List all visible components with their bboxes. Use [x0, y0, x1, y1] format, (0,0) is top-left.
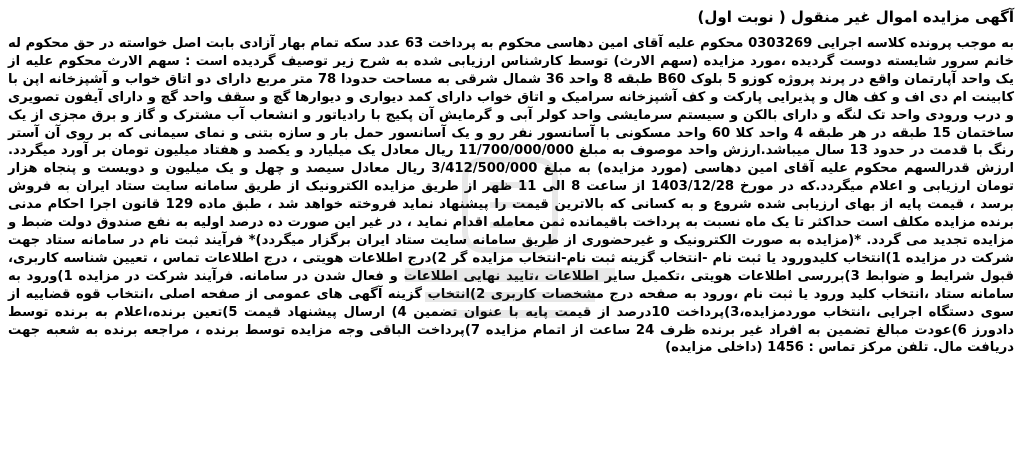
notice-body: به موجب پرونده کلاسه اجرایی 0303269 محکوم علیه آقای امین دهاسی محکوم به پرداخت 63 عدد سکه تمام بهار آزادی بابت اصل خواسته در حق محکوم له خانم سرور شایسته دوست گردیده ،مورد مزایده (سهم الارث) توسط کارشناس ارزیابی شده به شرح زیر توصیف گردیده است : سهم الارث محکوم علیه از یک واحد آپارتمان واقع در پرند پروژه کوزو 5 بلوک B60 طبقه 8 واحد 36 شمال شرقی به مساحت حدودا 78 متر مربع دارای دو اتاق خواب و آشپزخانه اپن با کابینت ام دی اف و کف هال و پذیرایی پارکت و کف آشپزخانه سرامیک و اتاق خواب دارای کمد دیواری و دیوارها گچ و سقف واحد گچ و دارای آیفون تصویری و درب ورودی واحد تک لنگه و دارای بالکن و سیستم سرمایشی واحد کولر آبی و گرمایش آن پکیج با رادیاتور و انشعاب آب مشترک و گاز و برق مجزی از یک ساختمان 15 طبقه در هر طبقه 4 واحد کلا 60 واحد مسکونی با آسانسور نفر رو و یک آسانسور حمل بار و سازه بتنی و نمای سیمانی که بر روی آن آستر رنگ با قدمت در حدود 13 سال میباشد.ارزش واحد موصوف به مبلغ 11/700/000/000 ریال معادل یک میلیارد و یکصد و هفتاد میلیون تومان بر آورد میگردد. ارزش قدرالسهم محکوم علیه آقای امین دهاسی (مورد مزایده) به مبلغ 3/412/500/000 ریال معادل سیصد و چهل و یک میلیون و دویست و پنجاه هزار تومان ارزیابی و اعلام میگردد.که در مورخ 1403/12/28 از ساعت 8 الی 11 ظهر از طریق مزایده الکترونیک از طریق سامانه سایت ستاد ایران به فروش برسد ، قیمت پایه از بهای ارزیابی شده شروع و به کسانی که بالاترین قیمت را پیشنهاد نماید فروخته خواهد شد ، طبق ماده 129 قانون اجرا احکام مدنی برنده مزایده مکلف است حداکثر تا یک ماه نسبت به پرداخت باقیمانده ثمن معامله اقدام نماید ، در غیر این صورت ده درصد اولیه به نفع صندوق دولت ضبط و مزایده تجدید می گردد. *(مزایده به صورت الکترونیک و غیرحضوری از طریق سامانه سایت ستاد ایران برگزار میگردد)* فرآیند ثبت نام در سامانه ستاد جهت شرکت در مزایده 1)انتخاب کلیدورود یا ثبت نام -انتخاب گزینه ثبت نام-انتخاب مزایده گر 2)درج اطلاعات هویتی ، درج اطلاعات تماس ، تعیین شناسه کاربری، قبول شرایط و ضوابط 3)بررسی اطلاعات هویتی ،تکمیل سایر اطلاعات ،تایید نهایی اطلاعات و فعال شدن در سامانه. فرآیند شرکت در مزایده 1)ورود به سامانه ستاد ،انتخاب کلید ورود یا ثبت نام ،ورود به صفحه درج مشخصات کاربری 2)انتخاب گزینه آگهی های عمومی از صفحه اصلی ،انتخاب قوه قضاییه از سوی دستگاه اجرایی ،انتخاب موردمزایده،3)پرداخت 10درصد از قیمت پایه با عنوان تضمین 4) ارسال پیشنهاد قیمت 5)تعین برنده،اعلام به برنده توسط دادورز 6)عودت مبالغ تضمین به افراد غیر برنده ظرف 24 ساعت از اتمام مزایده 7)پرداخت الباقی وجه مزایده توسط برنده ، مراجعه برنده به شعبه جهت دریافت مال. تلفن مرکز تماس : 1456 (داخلی مزایده) [8, 36, 1015, 356]
notice-title: آگهی مزایده اموال غیر منقول ( نوبت اول) [697, 8, 1014, 26]
